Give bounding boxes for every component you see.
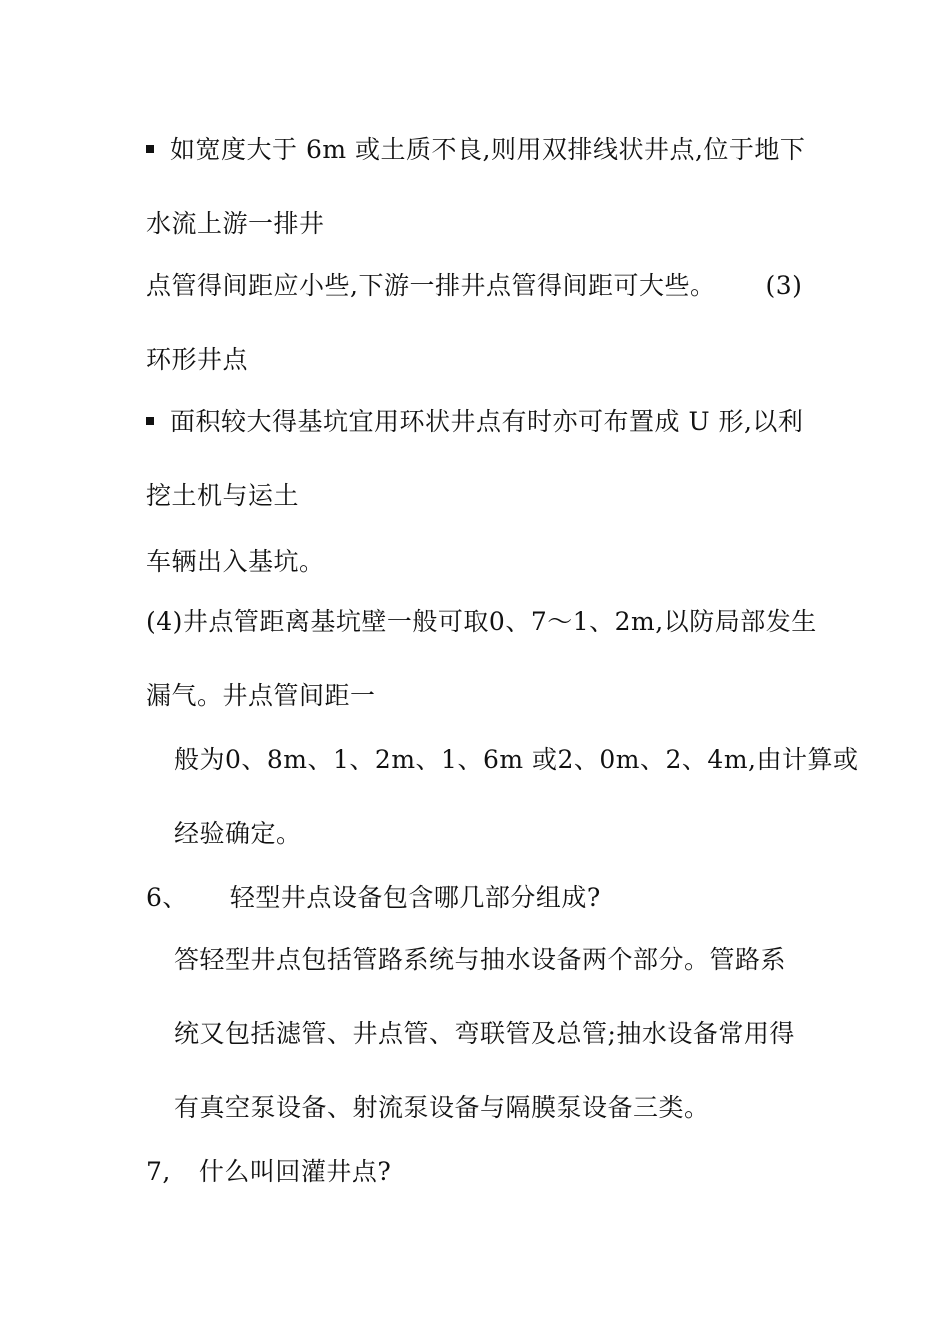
question-number: 7, [146, 1157, 171, 1186]
text-line-5: 面积较大得基坑宜用环状井点有时亦可布置成 U 形,以利 [146, 406, 803, 438]
text-line-9: 漏气。井点管间距一 [146, 681, 376, 710]
text-line-1: 如宽度大于 6m 或土质不良,则用双排线状井点,位于地下 [146, 134, 805, 166]
section-heading: 环形井点 [146, 345, 249, 374]
bullet-icon [146, 145, 154, 153]
text-line-11: 经验确定。 [174, 819, 302, 848]
text-line-2: 水流上游一排井 [146, 209, 325, 238]
question-number: 6、 [146, 883, 188, 912]
question-6 [146, 882, 601, 914]
answer-line-1: 答轻型井点包括管路系统与抽水设备两个部分。管路系 [174, 945, 787, 974]
answer-line-2: 统又包括滤管、井点管、弯联管及总管;抽水设备常用得 [174, 1019, 795, 1048]
text-line-6: 挖土机与运土 [146, 481, 300, 510]
text-line-10: 般为0、8m、1、2m、1、6m 或2、0m、2、4m,由计算或 [174, 745, 859, 774]
text-line-8: (4)井点管距离基坑壁一般可取0、7～1、2m,以防局部发生 [146, 607, 817, 636]
answer-line-3: 有真空泵设备、射流泵设备与隔膜泵设备三类。 [174, 1093, 710, 1122]
text-line-7: 车辆出入基坑。 [146, 547, 325, 576]
bullet-icon [146, 417, 154, 425]
question-text: 轻型井点设备包含哪几部分组成? [229, 883, 601, 912]
text-line-3: 点管得间距应小些,下游一排井点管得间距可大些。 (3) [146, 271, 803, 300]
question-text: 什么叫回灌井点? [198, 1157, 392, 1186]
section-number: (3) [765, 271, 803, 300]
question-7 [146, 1156, 391, 1188]
